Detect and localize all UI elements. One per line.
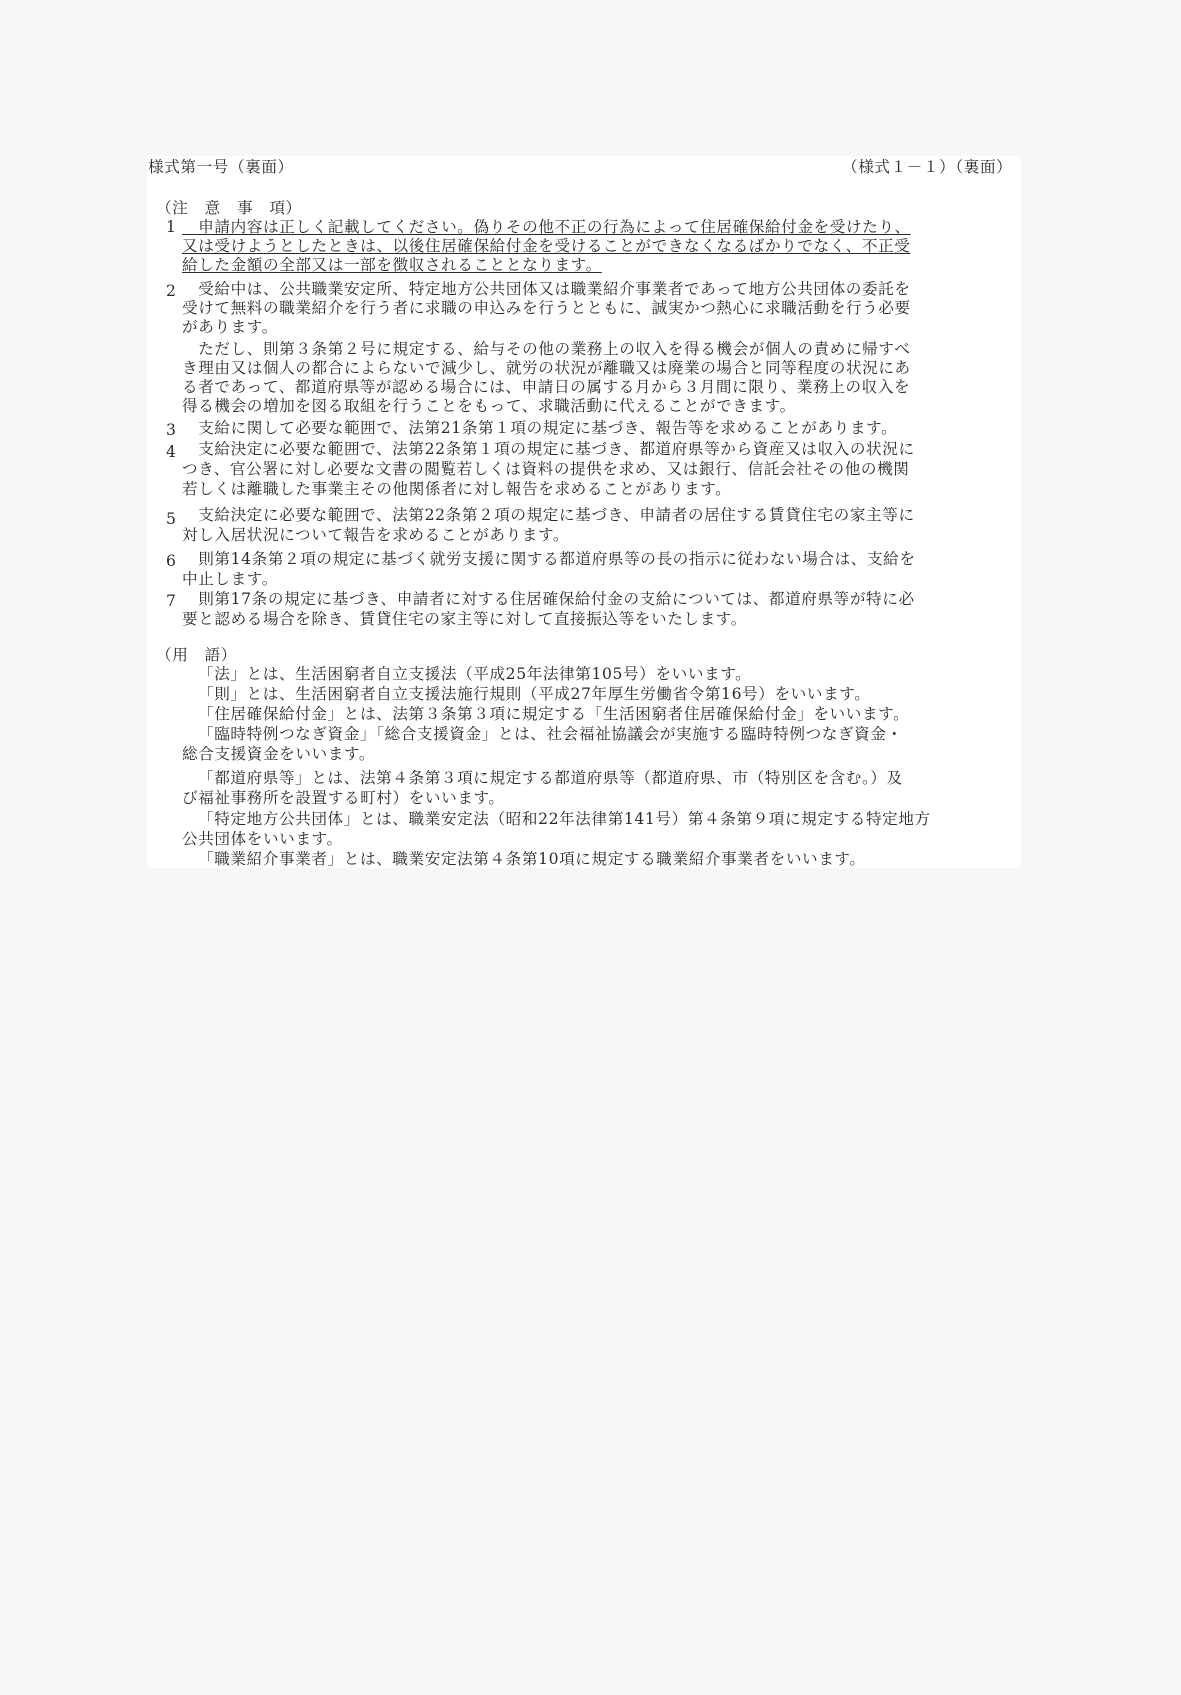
terms-title: （用 語） [156,646,237,664]
note-1-line-2: 又は受けようとしたときは、以後住居確保給付金を受けることができなくなるばかりでなく、不正受 [182,237,911,255]
term-funds-line-2: 総合支援資金をいいます。 [182,745,376,763]
note-number-5: 5 [166,510,176,528]
term-law: 「法」とは、生活困窮者自立支援法（平成25年法律第105号）をいいます。 [198,665,752,683]
term-local-body-line-2: 公共団体をいいます。 [182,830,343,848]
note-number-2: 2 [166,282,176,300]
note-number-6: 6 [166,552,176,570]
term-housing-benefit: 「住居確保給付金」とは、法第３条第３項に規定する「生活困窮者住居確保給付金」をいいます。 [198,705,910,723]
note-2-line-6: る者であって、都道府県等が認める場合には、申請日の属する月から３月間に限り、業務上の収入を [182,378,911,396]
note-5-line-1: 支給決定に必要な範囲で、法第22条第２項の規定に基づき、申請者の居住する賃貸住宅の家主等に [182,506,915,524]
note-4-line-2: つき、官公署に対し必要な文書の閲覧若しくは資料の提供を求め、又は銀行、信託会社その他の機関 [182,460,910,478]
note-2-line-1: 受給中は、公共職業安定所、特定地方公共団体又は職業紹介事業者であって地方公共団体の委託を [182,280,911,298]
note-6-line-1: 則第14条第２項の規定に基づく就労支援に関する都道府県等の長の指示に従わない場合は、支給を [182,550,916,568]
note-2-line-7: 得る機会の増加を図る取組を行うことをもって、求職活動に代えることができます。 [182,397,796,415]
term-rule: 「則」とは、生活困窮者自立支援法施行規則（平成27年厚生労働省令第16号）をいいます。 [198,685,871,703]
note-6-line-2: 中止します。 [182,570,278,588]
note-1-line-3: 給した金額の全部又は一部を徴収されることとなります。 [182,256,602,274]
term-prefectures-line-2: び福祉事務所を設置する町村）をいいます。 [182,789,505,807]
notes-title: （注 意 事 項） [156,199,302,217]
note-3-line-1: 支給に関して必要な範囲で、法第21条第１項の規定に基づき、報告等を求めることがあります。 [182,419,898,437]
term-local-body-line-1: 「特定地方公共団体」とは、職業安定法（昭和22年法律第141号）第４条第９項に規定する特定地方 [198,810,931,828]
note-7-line-2: 要と認める場合を除き、賃貸住宅の家主等に対して直接振込等をいたします。 [182,610,747,628]
note-1-line-1: 申請内容は正しく記載してください。偽りその他不正の行為によって住居確保給付金を受けたり、 [182,218,911,236]
note-2-line-4: ただし、則第３条第２号に規定する、給与その他の業務上の収入を得る機会が個人の責めに帰すべ [182,340,911,358]
form-number-left: 様式第一号（裏面） [148,158,294,176]
term-placement-business: 「職業紹介事業者」とは、職業安定法第４条第10項に規定する職業紹介事業者をいいます。 [198,850,866,868]
note-4-line-1: 支給決定に必要な範囲で、法第22条第１項の規定に基づき、都道府県等から資産又は収入の状況に [182,440,915,458]
note-number-7: 7 [166,592,176,610]
note-2-line-2: 受けて無料の職業紹介を行う者に求職の申込みを行うとともに、誠実かつ熱心に求職活動を行う必要 [182,299,911,317]
term-funds-line-1: 「臨時特例つなぎ資金」「総合支援資金」とは、社会福祉協議会が実施する臨時特例つなぎ資金・ [198,725,903,743]
note-number-1: 1 [166,218,176,236]
form-number-right: （様式１－１）（裏面） [842,158,1013,176]
note-number-4: 4 [166,443,176,461]
note-2-line-3: があります。 [182,318,278,336]
note-5-line-2: 対し入居状況について報告を求めることがあります。 [182,526,570,544]
note-7-line-1: 則第17条の規定に基づき、申請者に対する住居確保給付金の支給については、都道府県等が特に必 [182,590,915,608]
note-2-line-5: き理由又は個人の都合によらないで減少し、就労の状況が離職又は廃業の場合と同等程度の状況にあ [182,359,911,377]
term-prefectures-line-1: 「都道府県等」とは、法第４条第３項に規定する都道府県等（都道府県、市（特別区を含む。）及 [198,769,903,787]
note-4-line-3: 若しくは離職した事業主その他関係者に対し報告を求めることがあります。 [182,480,732,498]
note-number-3: 3 [166,421,176,439]
